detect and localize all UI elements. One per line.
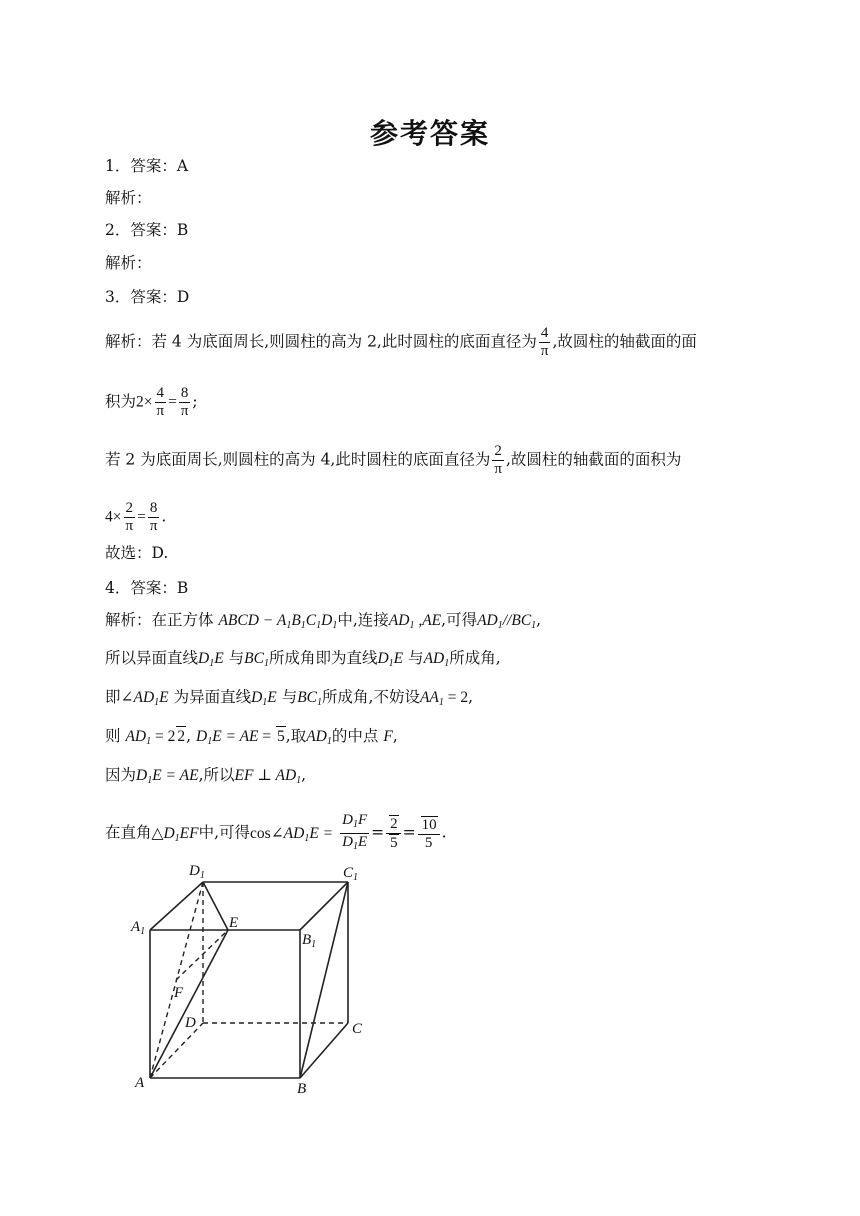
q4-text: ,所以	[198, 766, 235, 784]
label-A1: $A_1$	[131, 919, 146, 937]
label-C1: $C_1$	[343, 865, 359, 883]
segment-D1E	[203, 882, 228, 930]
label-C: C	[352, 1021, 363, 1037]
q4-text: ,可得	[441, 611, 478, 629]
q4-text: 在直角	[105, 823, 152, 842]
fraction: $\frac{4}{\pi}$	[156, 385, 165, 419]
fraction: $\frac{2}{\pi}$	[494, 443, 502, 477]
q4-text: 为异面直线	[173, 688, 252, 706]
fraction: $\frac{2}{\pi}$	[125, 500, 134, 534]
q3-text: 积为	[105, 392, 137, 411]
q4-text: 所成角,	[449, 649, 501, 667]
edge-B1C1	[300, 882, 348, 930]
q1-answer: 1．答案：A	[105, 157, 189, 175]
q4-line-1: 解析：在正方体 ABCD − $A_1B_1C_1D_1$中,连接$AD_1$ ,AE,可得$AD_1//BC_1$,	[105, 611, 542, 631]
fraction: $\frac{8}{\pi}$	[180, 385, 189, 419]
q3-line-4: 4× $\frac{2}{\pi}$ = $\frac{8}{\pi}$ .	[105, 500, 167, 534]
edge-A1D1	[150, 882, 203, 930]
label-A: A	[135, 1075, 145, 1091]
q4-text: 因为	[105, 766, 137, 784]
q2-answer: 2．答案：B	[105, 221, 189, 239]
fraction: $\frac{D_1F}{D_1E}$	[340, 812, 369, 855]
q4-text: 所以异面直线	[105, 649, 199, 667]
q4-text: 中,连接	[337, 611, 389, 629]
fraction: $\frac{8}{\pi}$	[149, 500, 158, 534]
q4-text: ,取	[285, 727, 307, 745]
q3-text: 若 2 为底面周长,则圆柱的高为 4,此时圆柱的底面直径为	[105, 450, 491, 469]
cube-figure	[125, 855, 385, 1100]
q1-analysis: 解析：	[105, 189, 152, 207]
q2-analysis: 解析：	[105, 254, 152, 272]
page-title: 参考答案	[369, 117, 490, 150]
segment-AE	[150, 930, 228, 1078]
q3-choice: 故选：D.	[105, 544, 169, 562]
segment-BC1	[300, 882, 348, 1078]
q4-text: 中,可得	[198, 823, 251, 842]
label-D: D	[185, 1015, 196, 1031]
q3-line-1	[105, 325, 697, 360]
q4-text: 与	[408, 649, 424, 667]
q4-text: 与	[281, 688, 298, 706]
q3-line-3	[105, 443, 681, 478]
label-E: E	[229, 915, 239, 931]
q3-line-2: 积为2× $\frac{4}{\pi}$ = $\frac{8}{\pi}$ ;	[105, 385, 198, 419]
q4-line-5: 因为$D_1E$ = AE,所以EF ⊥ $AD_1$,	[105, 766, 307, 786]
q3-text: ,故圆柱的轴截面的面积为	[505, 450, 682, 469]
fraction: $\frac{4}{\pi}$	[540, 325, 549, 359]
q4-text: 则	[105, 727, 121, 745]
q4-line-4: 则 $AD_1 = 2$ 2, $D_1E$ = AE = 5,取$AD_1$的中点 F,	[105, 727, 398, 747]
label-B: B	[297, 1081, 307, 1097]
q4-text: 与	[228, 649, 245, 667]
q3-answer: 3．答案：D	[105, 288, 190, 306]
fraction: $\frac{10}{5}$	[418, 816, 440, 852]
q4-text: 解析：在正方体	[105, 611, 214, 629]
q4-line-2: 所以异面直线$D_1E$ 与$BC_1$所成角即为直线$D_1E$ 与$AD_1$所成角,	[105, 649, 501, 669]
q4-text: 所成角,不妨设	[322, 688, 420, 706]
q4-line-6: 在直角$\triangle D_1EF$中,可得$\cos\angle AD_1E$ = $\frac{D_1F}{D_1E}$ = $\frac{2}{5}$ = $\frac{10}{5}$ .	[105, 812, 447, 855]
fraction: $\frac{2}{5}$	[386, 815, 401, 852]
q4-answer: 4．答案：B	[105, 579, 189, 597]
label-B1: $B_1$	[302, 932, 317, 950]
q3-text: 解析：若 4 为底面周长,则圆柱的高为 2,此时圆柱的底面直径为	[105, 332, 537, 351]
q4-line-3: 即$\angle AD_1E$ 为异面直线$D_1E$ 与$BC_1$所成角,不妨设$AA_1 = 2$,	[105, 688, 474, 708]
q3-text: ,故圆柱的轴截面的面	[552, 332, 697, 351]
label-D1: $D_1$	[189, 863, 205, 881]
q4-text: 即	[105, 688, 121, 706]
label-F: F	[174, 985, 184, 1001]
q4-text: 所成角即为直线	[268, 649, 378, 667]
q4-text: 的中点	[331, 727, 379, 745]
